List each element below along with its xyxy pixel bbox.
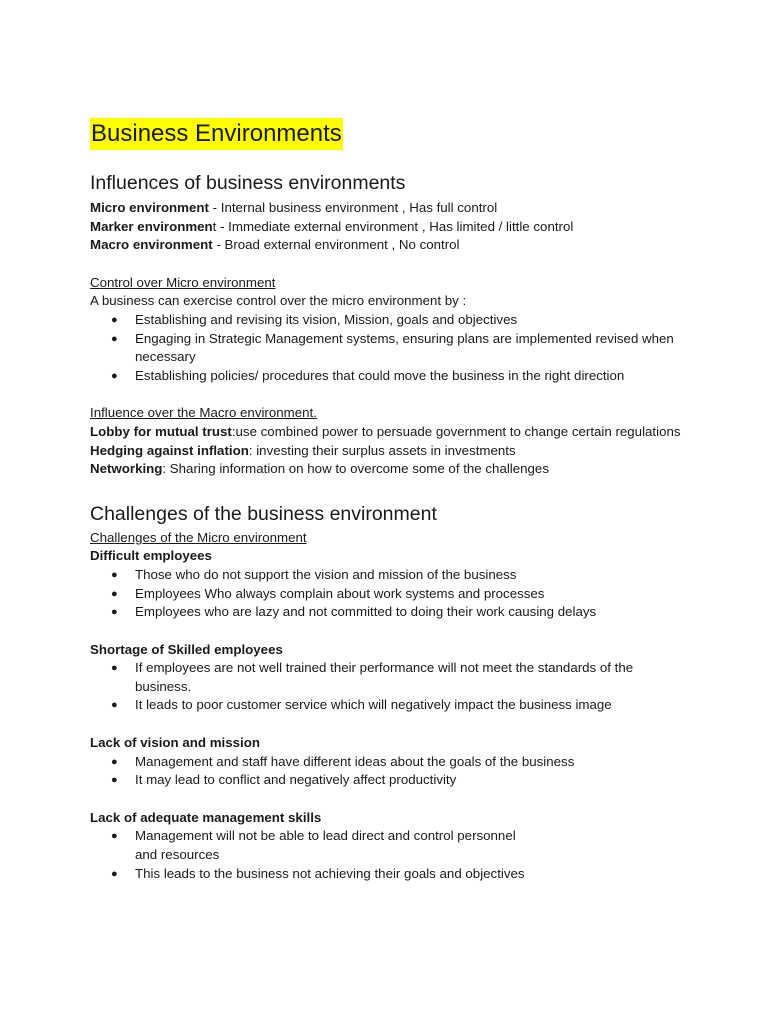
list-item: ● It may lead to conflict and negatively affect productivity: [135, 771, 690, 790]
group-title-text: Difficult employees: [90, 548, 212, 564]
influence-text: : Sharing information on how to overcome some of the challenges: [162, 461, 549, 477]
list-item: ● Establishing policies/ procedures that could move the business in the right direction: [135, 367, 690, 386]
subheading-control: Control over Micro environment: [90, 274, 276, 290]
control-bullet-list: [90, 311, 690, 385]
document-body: [90, 118, 690, 883]
list-item: ● This leads to the business not achieving their goals and objectives: [135, 865, 690, 884]
group-title-vision-mission: [90, 734, 690, 753]
spacer: [90, 790, 690, 809]
influence-term: Lobby for mutual trust: [90, 423, 232, 439]
list-item: ● Those who do not support the vision and mission of the business: [135, 566, 690, 585]
document-title: Business Environments: [90, 118, 343, 150]
subheading-influence: Influence over the Macro environment.: [90, 405, 317, 421]
definition-micro: [90, 199, 690, 218]
list-item: ● Management will not be able to lead direct and control personnel and resources: [135, 827, 535, 864]
definition-macro: [90, 236, 690, 255]
influence-text: :use combined power to persuade government to change certain regulations: [231, 423, 681, 439]
subheading-micro-challenges: Challenges of the Micro environment: [90, 529, 307, 545]
spacer: [90, 255, 690, 274]
influence-term: Networking: [90, 461, 163, 477]
influence-networking: [90, 460, 690, 479]
list-item: ● Management and staff have different ideas about the goals of the business: [135, 753, 690, 772]
definition-term: Marker environmen: [90, 218, 213, 234]
difficult-employees-list: [90, 566, 690, 622]
spacer: [90, 715, 690, 734]
influence-text: : investing their surplus assets in investments: [248, 442, 516, 458]
list-item: ● Employees who are lazy and not committed to doing their work causing delays: [135, 603, 690, 622]
vision-mission-list: [90, 753, 690, 790]
group-title-text: Lack of vision and mission: [90, 735, 260, 751]
definition-text: - Internal business environment , Has full control: [208, 200, 498, 215]
list-item: ● Establishing and revising its vision, Mission, goals and objectives: [135, 311, 690, 330]
group-title-difficult-employees: [90, 547, 690, 566]
group-title-text: Lack of adequate management skills: [90, 809, 322, 825]
definition-text: t - Immediate external environment , Has limited / little control: [212, 218, 574, 234]
definition-marker: [90, 218, 690, 237]
list-item: ● If employees are not well trained their performance will not meet the standards of the business.: [135, 659, 690, 696]
control-intro: A business can exercise control over the micro environment by :: [90, 293, 467, 309]
group-title-skilled-shortage: [90, 641, 690, 660]
section-heading-influences: Influences of business environments: [90, 172, 406, 194]
group-title-management-skills: [90, 809, 690, 828]
spacer: [90, 622, 690, 641]
skilled-shortage-list: [90, 659, 690, 715]
definition-term: Micro environment: [90, 200, 209, 215]
list-item: ● Employees Who always complain about work systems and processes: [135, 585, 690, 604]
list-item: ● It leads to poor customer service which will negatively impact the business image: [135, 696, 690, 715]
influence-hedging: [90, 442, 690, 461]
influence-lobby: [90, 423, 690, 442]
definition-text: - Broad external environment , No control: [212, 237, 460, 253]
section-heading-challenges: Challenges of the business environment: [90, 502, 437, 525]
group-title-text: Shortage of Skilled employees: [90, 641, 283, 657]
definition-term: Macro environment: [90, 237, 213, 253]
management-skills-list: [90, 827, 690, 883]
list-item: ● Engaging in Strategic Management systems, ensuring plans are implemented revised when necessary: [135, 330, 690, 367]
spacer: [90, 385, 690, 404]
influence-term: Hedging against inflation: [90, 442, 249, 458]
